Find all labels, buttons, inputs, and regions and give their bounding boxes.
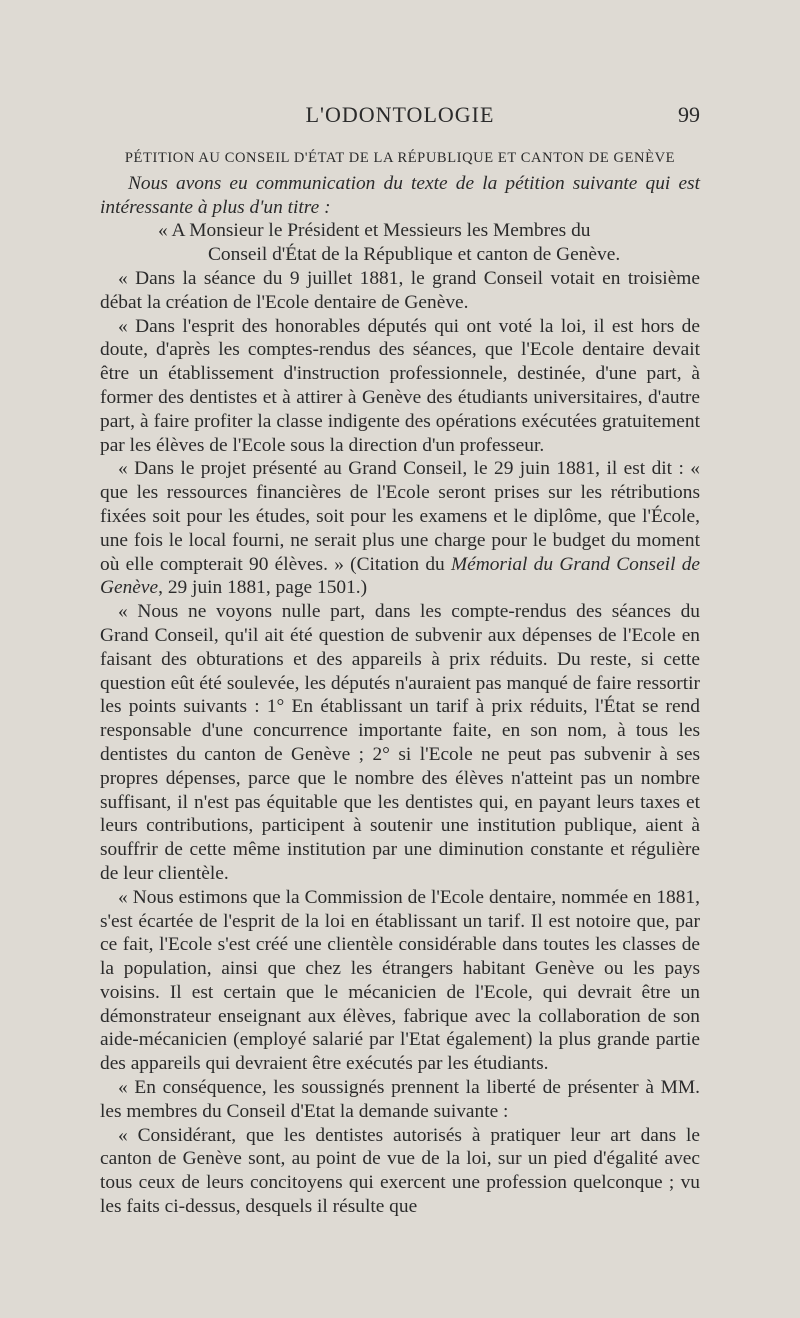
running-head xyxy=(100,100,700,130)
paragraph-considering: « Considérant, que les dentistes autorisés à pratiquer leur art dans le canton de Genève sont, au point de vue de la loi, sur un pied d'égalité avec tous ceux de leurs concitoyens qui exercent une profession quelconque ; vu les faits ci-dessus, desquels il résulte que xyxy=(100,1124,700,1218)
address-line-2: Conseil d'État de la République et canton de Genève. xyxy=(208,244,621,266)
paragraph-citation xyxy=(100,457,700,600)
section-title: PÉTITION AU CONSEIL D'ÉTAT DE LA RÉPUBLIQUE ET CANTON DE GENÈVE xyxy=(124,150,676,166)
paragraph-session: « Dans la séance du 9 juillet 1881, le grand Conseil votait en troisième débat la création de l'Ecole dentaire de Genève. xyxy=(100,267,700,313)
paragraph-request: « En conséquence, les soussignés prennent la liberté de présenter à MM. les membres du Conseil d'Etat la demande suivante : xyxy=(100,1077,700,1122)
paragraph-commission: « Nous estimons que la Commission de l'Ecole dentaire, nommée en 1881, s'est écartée de l'esprit de la loi en établissant un tarif. Il est notoire que, par ce fait, l'Ecole s'est créé une clientèle considérable dans toutes les classes de la population, ainsi que chez les étrangers habitant Genève ou les pays voisins. Il est certain que le mécanicien de l'Ecole, qui devrait être un démonstrateur enseignant aux élèves, fabrique avec la collaboration de son aide-mécanicien (employé salarié par l'Etat également) la plus grande partie des appareils qui devraient être exécutés par les étudiants. xyxy=(100,886,700,1075)
intro-paragraph: Nous avons eu communication du texte de la pétition suivante qui est intéressante à plus d'un titre : xyxy=(100,172,700,218)
journal-title: L'ODONTOLOGIE xyxy=(305,102,495,127)
article-body xyxy=(100,147,700,1219)
citation-source: Mémorial du Grand Conseil de Genève xyxy=(100,553,701,599)
address-line-1: « A Monsieur le Président et Messieurs les Membres du xyxy=(158,220,591,242)
petition-address xyxy=(100,219,700,267)
page-number: 99 xyxy=(678,102,700,127)
paragraph-arguments: « Nous ne voyons nulle part, dans les compte-rendus des séances du Grand Conseil, qu'il ait été question de subvenir aux dépenses de l'Ecole en faisant des obturations et des appareils à prix réduits. Du reste, si cette question eût été soulevée, les députés n'auraient pas manqué de faire ressortir les points suivants : 1° En établissant un tarif à prix réduits, l'État se rend responsable d'une concurrence importante faite, en son nom, à tous les dentistes du canton de Genève ; 2° si l'Ecole ne peut pas subvenir à ses propres dépenses, parce que le nombre des élèves n'atteint pas un nombre suffisant, il n'est pas équitable que les dentistes qui, en payant leurs taxes et leurs contributions, participent à soutenir une institution publique, aient à souffrir de cette même institution par une diminution constante et régulière de leur clientèle. xyxy=(100,601,700,884)
paragraph-intent: « Dans l'esprit des honorables députés qui ont voté la loi, il est hors de doute, d'après les comptes-rendus des séances, que l'Ecole dentaire devait être un établissement d'instruction professionnele, destinée, d'une part, à former des dentistes et à attirer à Genève des étudiants universitaires, d'autre part, à faire profiter la classe indigente des opérations exécutées gratuitement par les élèves de l'Ecole sous la direction d'un professeur. xyxy=(100,315,700,456)
citation-text-before: « Dans le projet présenté au Grand Conseil, le 29 juin 1881, il est dit : « que les ressources financières de l'Ecole seront prises sur les rétributions fixées soit pour les études, soit pour les examens et le diplôme, que l'École, une fois le local fourni, ne serait plus une charge pour le budget du moment où elle compterait 90 élèves. » (Citation du xyxy=(100,458,700,575)
citation-text-after: , 29 juin 1881, page 1501.) xyxy=(158,577,368,599)
